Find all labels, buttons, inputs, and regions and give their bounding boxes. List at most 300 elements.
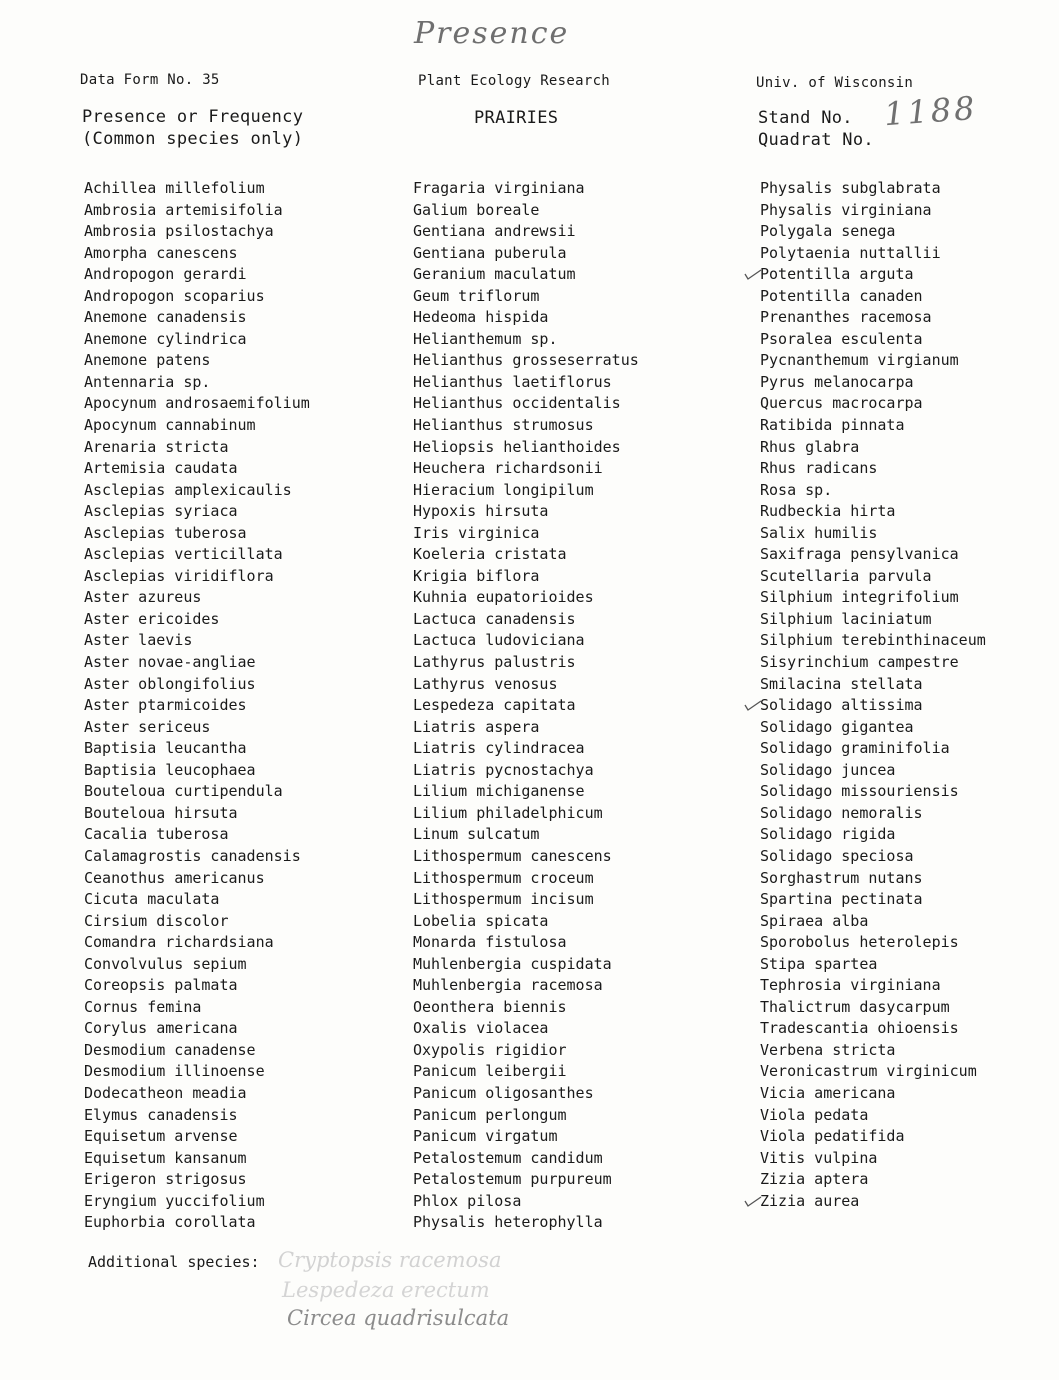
form-title	[82, 106, 303, 150]
additional-species-handwritten-3: Circea quadrisulcata	[287, 1306, 510, 1330]
species-item	[413, 1191, 639, 1213]
species-item	[84, 437, 310, 459]
species-column-3	[760, 178, 986, 1212]
species-name: Heuchera richardsonii	[413, 459, 603, 478]
species-item	[760, 523, 986, 545]
species-item	[760, 178, 986, 200]
species-item	[84, 264, 310, 286]
species-item	[760, 803, 986, 825]
checkmark-icon	[744, 697, 762, 711]
species-item	[84, 717, 310, 739]
species-name: Coreopsis palmata	[84, 976, 238, 995]
species-item	[760, 652, 986, 674]
species-item	[84, 1040, 310, 1062]
species-name: Panicum virgatum	[413, 1127, 558, 1146]
species-name: Muhlenbergia cuspidata	[413, 954, 612, 973]
species-name: Pyrus melanocarpa	[760, 372, 914, 391]
species-item	[760, 846, 986, 868]
species-name: Silphium laciniatum	[760, 609, 932, 628]
species-name: Rhus radicans	[760, 459, 878, 478]
species-name: Andropogon gerardi	[84, 265, 247, 284]
species-name: Dodecatheon meadia	[84, 1083, 247, 1102]
species-name: Physalis subglabrata	[760, 179, 941, 197]
species-item	[760, 372, 986, 394]
species-item	[413, 1018, 639, 1040]
species-name: Ceanothus americanus	[84, 868, 265, 887]
species-item	[413, 243, 639, 265]
species-name: Muhlenbergia racemosa	[413, 976, 603, 995]
species-name: Phlox pilosa	[413, 1191, 522, 1210]
species-name: Liatris cylindracea	[413, 739, 585, 758]
species-name: Kuhnia eupatorioides	[413, 588, 594, 607]
species-item	[760, 717, 986, 739]
species-name: Asclepias tuberosa	[84, 523, 247, 542]
species-item	[84, 178, 310, 200]
species-name: Geranium maculatum	[413, 265, 576, 284]
species-item	[760, 1083, 986, 1105]
species-name: Elymus canadensis	[84, 1105, 238, 1124]
additional-species-handwritten-2: Lespedeza erectum	[282, 1278, 490, 1302]
species-name: Aster ericoides	[84, 609, 220, 628]
species-item	[413, 1061, 639, 1083]
species-name: Panicum perlongum	[413, 1105, 567, 1124]
species-item	[84, 1126, 310, 1148]
stand-label: Stand No.	[758, 108, 853, 128]
checkmark-icon	[744, 266, 762, 280]
species-name: Bouteloua curtipendula	[84, 782, 283, 801]
species-name: Sisyrinchium campestre	[760, 653, 959, 672]
species-item-checked	[760, 695, 986, 717]
species-item	[413, 1083, 639, 1105]
species-name: Thalictrum dasycarpum	[760, 997, 950, 1016]
species-item	[760, 286, 986, 308]
species-item	[760, 200, 986, 222]
species-item	[760, 997, 986, 1019]
species-name: Potentilla arguta	[760, 265, 914, 284]
species-item	[760, 630, 986, 652]
species-name: Calamagrostis canadensis	[84, 846, 301, 865]
species-name: Cornus femina	[84, 997, 202, 1016]
species-item	[413, 630, 639, 652]
species-name: Asclepias verticillata	[84, 545, 283, 564]
species-name: Solidago juncea	[760, 760, 896, 779]
species-item	[84, 200, 310, 222]
species-item	[760, 911, 986, 933]
species-name: Viola pedatifida	[760, 1127, 905, 1146]
species-item	[413, 1148, 639, 1170]
species-name: Monarda fistulosa	[413, 933, 567, 952]
species-name: Solidago speciosa	[760, 846, 914, 865]
species-name: Andropogon scoparius	[84, 286, 265, 305]
species-name: Oeonthera biennis	[413, 997, 567, 1016]
species-item	[760, 480, 986, 502]
species-item	[413, 458, 639, 480]
species-name: Zizia aptera	[760, 1170, 869, 1189]
species-name: Lilium michiganense	[413, 782, 585, 801]
form-number: Data Form No. 35	[80, 72, 220, 88]
species-item	[760, 889, 986, 911]
species-name: Sorghastrum nutans	[760, 868, 923, 887]
species-item	[413, 975, 639, 997]
species-item	[760, 587, 986, 609]
species-name: Vitis vulpina	[760, 1148, 878, 1167]
species-item	[760, 544, 986, 566]
species-item	[84, 350, 310, 372]
species-name: Vicia americana	[760, 1083, 896, 1102]
form-title-line-1: Presence or Frequency	[82, 107, 304, 127]
species-name: Panicum oligosanthes	[413, 1083, 594, 1102]
species-item	[413, 350, 639, 372]
species-name: Physalis virginiana	[760, 200, 932, 219]
species-name: Aster ptarmicoides	[84, 696, 247, 715]
species-item	[413, 1040, 639, 1062]
species-name: Quercus macrocarpa	[760, 394, 923, 413]
species-item	[413, 1126, 639, 1148]
species-item	[84, 501, 310, 523]
species-item	[413, 329, 639, 351]
page-title: PRAIRIES	[474, 108, 559, 128]
species-name: Gentiana puberula	[413, 243, 567, 262]
species-item	[84, 781, 310, 803]
species-item	[84, 329, 310, 351]
species-item	[760, 307, 986, 329]
species-item	[760, 975, 986, 997]
species-name: Desmodium illinoense	[84, 1062, 265, 1081]
species-name: Lactuca ludoviciana	[413, 631, 585, 650]
species-item	[84, 911, 310, 933]
species-name: Linum sulcatum	[413, 825, 540, 844]
species-name: Galium boreale	[413, 200, 540, 219]
species-name: Saxifraga pensylvanica	[760, 545, 959, 564]
species-name: Spiraea alba	[760, 911, 869, 930]
species-item	[84, 954, 310, 976]
species-name: Aster oblongifolius	[84, 674, 256, 693]
species-item	[84, 803, 310, 825]
species-name: Prenanthes racemosa	[760, 308, 932, 327]
stand-number-handwritten: 1188	[882, 88, 979, 134]
species-item	[84, 932, 310, 954]
species-name: Spartina pectinata	[760, 890, 923, 909]
species-name: Rhus glabra	[760, 437, 860, 456]
species-item	[413, 609, 639, 631]
species-name: Lilium philadelphicum	[413, 803, 603, 822]
species-item	[413, 307, 639, 329]
species-name: Cicuta maculata	[84, 890, 220, 909]
species-item	[84, 674, 310, 696]
species-name: Artemisia caudata	[84, 459, 238, 478]
species-item	[760, 932, 986, 954]
species-name: Erigeron strigosus	[84, 1170, 247, 1189]
species-name: Corylus americana	[84, 1019, 238, 1038]
species-name: Pycnanthemum virgianum	[760, 351, 959, 370]
species-item	[84, 630, 310, 652]
species-name: Solidago altissima	[760, 696, 923, 715]
species-name: Hedeoma hispida	[413, 308, 549, 327]
species-item	[84, 1148, 310, 1170]
species-name: Silphium terebinthinaceum	[760, 631, 986, 650]
species-name: Lithospermum canescens	[413, 846, 612, 865]
species-name: Anemone patens	[84, 351, 211, 370]
species-name: Sporobolus heterolepis	[760, 933, 959, 952]
species-item	[84, 286, 310, 308]
species-item	[413, 738, 639, 760]
species-name: Cacalia tuberosa	[84, 825, 229, 844]
species-name: Geum triflorum	[413, 286, 540, 305]
species-item	[413, 587, 639, 609]
species-item	[84, 695, 310, 717]
species-item	[760, 437, 986, 459]
species-name: Anemone canadensis	[84, 308, 247, 327]
species-name: Lithospermum incisum	[413, 890, 594, 909]
species-item	[413, 674, 639, 696]
species-item	[413, 760, 639, 782]
species-item	[413, 264, 639, 286]
species-name: Bouteloua hirsuta	[84, 803, 238, 822]
species-name: Asclepias amplexicaulis	[84, 480, 292, 499]
species-item	[413, 286, 639, 308]
species-item	[760, 350, 986, 372]
species-name: Rudbeckia hirta	[760, 502, 896, 521]
species-name: Helianthemum sp.	[413, 329, 558, 348]
species-name: Lespedeza capitata	[413, 696, 576, 715]
species-name: Hypoxis hirsuta	[413, 502, 549, 521]
species-item	[413, 415, 639, 437]
species-item	[84, 587, 310, 609]
species-name: Tephrosia virginiana	[760, 976, 941, 995]
species-item	[84, 566, 310, 588]
species-name: Equisetum kansanum	[84, 1148, 247, 1167]
species-name: Lithospermum croceum	[413, 868, 594, 887]
species-name: Asclepias syriaca	[84, 502, 238, 521]
species-item	[84, 1212, 310, 1234]
species-item	[84, 975, 310, 997]
species-item	[413, 932, 639, 954]
species-item	[413, 393, 639, 415]
species-item	[84, 1191, 310, 1213]
species-item	[760, 1148, 986, 1170]
species-item	[413, 178, 639, 200]
species-name: Arenaria stricta	[84, 437, 229, 456]
quadrat-label: Quadrat No.	[758, 130, 874, 150]
species-name: Physalis heterophylla	[413, 1213, 603, 1232]
species-item	[84, 221, 310, 243]
form-title-line-2: (Common species only)	[82, 129, 304, 149]
species-item-checked	[760, 264, 986, 286]
university-name: Univ. of Wisconsin	[756, 75, 914, 91]
species-name: Anemone cylindrica	[84, 329, 247, 348]
species-item	[760, 738, 986, 760]
species-name: Petalostemum candidum	[413, 1148, 603, 1167]
species-item	[760, 221, 986, 243]
species-item	[84, 997, 310, 1019]
species-name: Verbena stricta	[760, 1040, 896, 1059]
species-name: Lobelia spicata	[413, 911, 549, 930]
species-item	[84, 889, 310, 911]
species-item	[84, 523, 310, 545]
species-item	[760, 458, 986, 480]
species-name: Psoralea esculenta	[760, 329, 923, 348]
species-name: Viola pedata	[760, 1105, 869, 1124]
species-item	[760, 329, 986, 351]
species-item	[760, 1018, 986, 1040]
species-item	[760, 501, 986, 523]
species-name: Stipa spartea	[760, 954, 878, 973]
species-name: Ambrosia psilostachya	[84, 222, 274, 241]
species-item	[760, 566, 986, 588]
species-item	[413, 781, 639, 803]
species-name: Polytaenia nuttallii	[760, 243, 941, 262]
species-item	[760, 760, 986, 782]
species-name: Liatris aspera	[413, 717, 540, 736]
species-name: Helianthus grosseserratus	[413, 351, 639, 370]
species-name: Koeleria cristata	[413, 545, 567, 564]
species-item	[84, 372, 310, 394]
species-item	[760, 1169, 986, 1191]
species-name: Scutellaria parvula	[760, 566, 932, 585]
species-item	[84, 824, 310, 846]
species-item	[413, 824, 639, 846]
species-name: Aster azureus	[84, 588, 202, 607]
species-name: Solidago nemoralis	[760, 803, 923, 822]
species-name: Hieracium longipilum	[413, 480, 594, 499]
species-name: Veronicastrum virginicum	[760, 1062, 977, 1081]
species-name: Euphorbia corollata	[84, 1213, 256, 1232]
species-name: Salix humilis	[760, 523, 878, 542]
species-name: Convolvulus sepium	[84, 954, 247, 973]
species-name: Apocynum androsaemifolium	[84, 394, 310, 413]
species-name: Liatris pycnostachya	[413, 760, 594, 779]
species-name: Eryngium yuccifolium	[84, 1191, 265, 1210]
species-name: Ratibida pinnata	[760, 416, 905, 435]
species-item	[413, 372, 639, 394]
species-item	[413, 544, 639, 566]
species-item	[760, 954, 986, 976]
species-name: Iris virginica	[413, 523, 540, 542]
species-name: Fragaria virginiana	[413, 179, 585, 197]
species-name: Helianthus occidentalis	[413, 394, 621, 413]
species-name: Aster sericeus	[84, 717, 211, 736]
species-name: Baptisia leucophaea	[84, 760, 256, 779]
species-item	[413, 889, 639, 911]
species-name: Apocynum cannabinum	[84, 416, 256, 435]
organization-name: Plant Ecology Research	[418, 73, 611, 89]
species-name: Desmodium canadense	[84, 1040, 256, 1059]
species-item	[413, 846, 639, 868]
species-item	[413, 717, 639, 739]
species-item	[84, 544, 310, 566]
species-item	[84, 1061, 310, 1083]
species-name: Heliopsis helianthoides	[413, 437, 621, 456]
species-item	[413, 803, 639, 825]
additional-species-handwritten-1: Cryptopsis racemosa	[278, 1248, 502, 1272]
species-name: Equisetum arvense	[84, 1127, 238, 1146]
species-item	[84, 738, 310, 760]
species-item	[84, 760, 310, 782]
species-name: Petalostemum purpureum	[413, 1170, 612, 1189]
species-item	[413, 1169, 639, 1191]
species-name: Asclepias viridiflora	[84, 566, 274, 585]
species-item	[413, 911, 639, 933]
handwritten-presence-note: Presence	[414, 16, 570, 51]
species-name: Gentiana andrewsii	[413, 222, 576, 241]
species-name: Aster laevis	[84, 631, 193, 650]
species-item	[413, 868, 639, 890]
species-name: Oxalis violacea	[413, 1019, 549, 1038]
species-item	[84, 1105, 310, 1127]
species-name: Solidago rigida	[760, 825, 896, 844]
species-name: Smilacina stellata	[760, 674, 923, 693]
species-item	[84, 415, 310, 437]
species-item	[413, 652, 639, 674]
species-item	[760, 1061, 986, 1083]
species-item	[760, 1105, 986, 1127]
species-item	[413, 437, 639, 459]
species-name: Helianthus laetiflorus	[413, 372, 612, 391]
species-item	[760, 609, 986, 631]
species-name: Polygala senega	[760, 222, 896, 241]
species-name: Achillea millefolium	[84, 179, 265, 197]
species-name: Solidago graminifolia	[760, 739, 950, 758]
species-name: Rosa sp.	[760, 480, 833, 499]
species-item	[84, 652, 310, 674]
species-item	[760, 781, 986, 803]
species-item	[84, 1083, 310, 1105]
species-name: Cirsium discolor	[84, 911, 229, 930]
species-item	[84, 846, 310, 868]
species-name: Helianthus strumosus	[413, 416, 594, 435]
species-item	[84, 458, 310, 480]
species-name: Lactuca canadensis	[413, 609, 576, 628]
species-name: Aster novae-angliae	[84, 653, 256, 672]
species-item-checked	[760, 1191, 986, 1213]
species-name: Ambrosia artemisifolia	[84, 200, 283, 219]
species-item	[760, 415, 986, 437]
species-item	[84, 243, 310, 265]
species-name: Lathyrus palustris	[413, 653, 576, 672]
species-item	[413, 1212, 639, 1234]
species-item	[760, 1126, 986, 1148]
species-item	[413, 566, 639, 588]
stand-quadrat-block	[758, 107, 874, 151]
species-item	[760, 868, 986, 890]
species-item	[413, 480, 639, 502]
species-item	[84, 868, 310, 890]
species-item	[84, 1169, 310, 1191]
species-name: Tradescantia ohioensis	[760, 1019, 959, 1038]
checkmark-icon	[744, 1193, 762, 1207]
species-item	[84, 480, 310, 502]
species-item	[413, 200, 639, 222]
species-name: Zizia aurea	[760, 1191, 860, 1210]
species-name: Amorpha canescens	[84, 243, 238, 262]
species-column-1	[84, 178, 310, 1234]
species-name: Solidago missouriensis	[760, 782, 959, 801]
species-item	[413, 501, 639, 523]
species-item	[84, 307, 310, 329]
species-item	[413, 997, 639, 1019]
species-item	[413, 954, 639, 976]
species-item	[413, 1105, 639, 1127]
species-item	[760, 243, 986, 265]
species-name: Potentilla canaden	[760, 286, 923, 305]
species-name: Antennaria sp.	[84, 372, 211, 391]
species-name: Baptisia leucantha	[84, 739, 247, 758]
species-item	[84, 393, 310, 415]
additional-species-label: Additional species:	[88, 1253, 260, 1271]
species-item	[413, 523, 639, 545]
species-name: Panicum leibergii	[413, 1062, 567, 1081]
species-name: Solidago gigantea	[760, 717, 914, 736]
